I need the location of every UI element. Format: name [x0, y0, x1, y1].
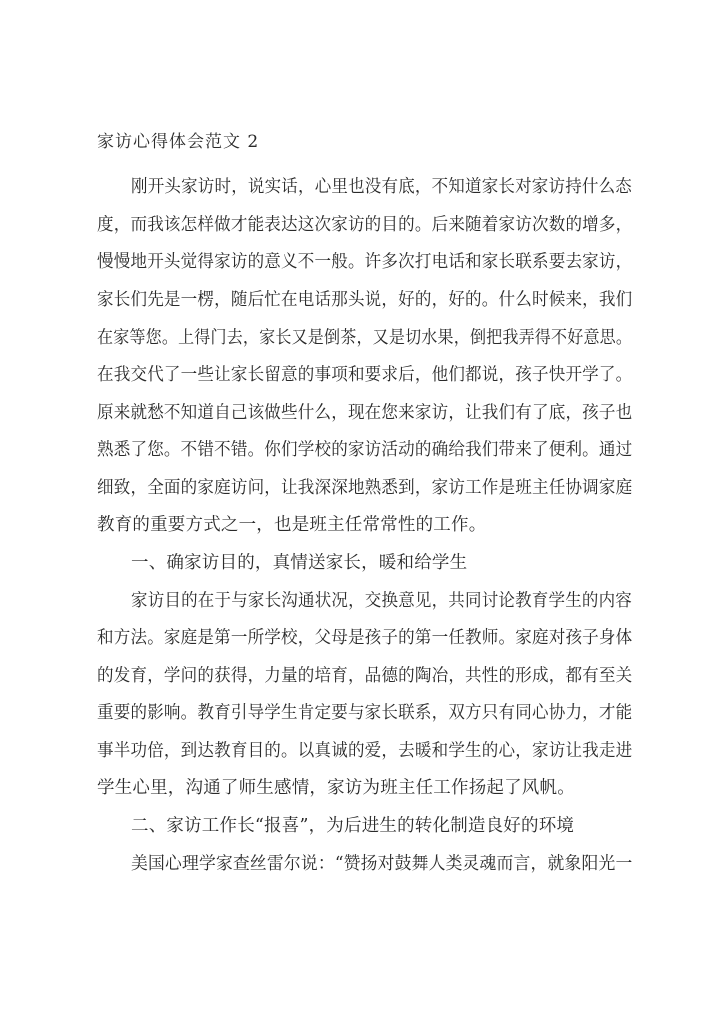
body-line: 慢慢地开头觉得家访的意义不一般。许多次打电话和家长联系要去家访， — [97, 252, 633, 272]
body-line: 教育的重要方式之一，也是班主任常常性的工作。 — [97, 515, 487, 535]
body-line: 家长们先是一楞，随后忙在电话那头说，好的，好的。什么时候来，我们 — [97, 290, 633, 310]
section-heading: 一、确家访目的，真情送家长，暖和给学生 — [131, 553, 468, 573]
body-line: 在我交代了一些让家长留意的事项和要求后，他们都说，孩子快开学了。 — [97, 365, 633, 385]
body-line: 学生心里，沟通了师生感情，家访为班主任工作扬起了风帆。 — [97, 778, 575, 798]
body-line: 美国心理学家查丝雷尔说：“赞扬对鼓舞人类灵魂而言，就象阳光一 — [131, 854, 633, 874]
body-line: 和方法。家庭是第一所学校，父母是孩子的第一任教师。家庭对孩子身体 — [97, 628, 633, 648]
body-line: 细致，全面的家庭访问，让我深深地熟悉到，家访工作是班主任协调家庭 — [97, 478, 633, 498]
body-line: 家访目的在于与家长沟通状况，交换意见，共同讨论教育学生的内容 — [131, 591, 632, 611]
body-line: 的发育，学问的获得，力量的培育，品德的陶冶，共性的形成，都有至关 — [97, 666, 633, 686]
body-line: 原来就愁不知道自己该做些什么，现在您来家访，让我们有了底，孩子也 — [97, 403, 633, 423]
body-line: 刚开头家访时，说实话，心里也没有底，不知道家长对家访持什么态 — [131, 177, 632, 197]
body-line: 在家等您。上得门去，家长又是倒茶，又是切水果，倒把我弄得不好意思。 — [97, 328, 633, 348]
body-line: 重要的影响。教育引导学生肯定要与家长联系，双方只有同心协力，才能 — [97, 703, 633, 723]
body-line: 事半功倍，到达教育目的。以真诚的爱，去暖和学生的心，家访让我走进 — [97, 741, 633, 761]
body-line: 度，而我该怎样做才能表达这次家访的目的。后来随着家访次数的增多， — [97, 215, 633, 235]
section-heading: 二、家访工作长“报喜”，为后进生的转化制造良好的环境 — [131, 816, 575, 836]
document-title: 家访心得体会范文 2 — [97, 132, 260, 152]
body-line: 熟悉了您。不错不错。你们学校的家访活动的确给我们带来了便利。通过 — [97, 440, 633, 460]
